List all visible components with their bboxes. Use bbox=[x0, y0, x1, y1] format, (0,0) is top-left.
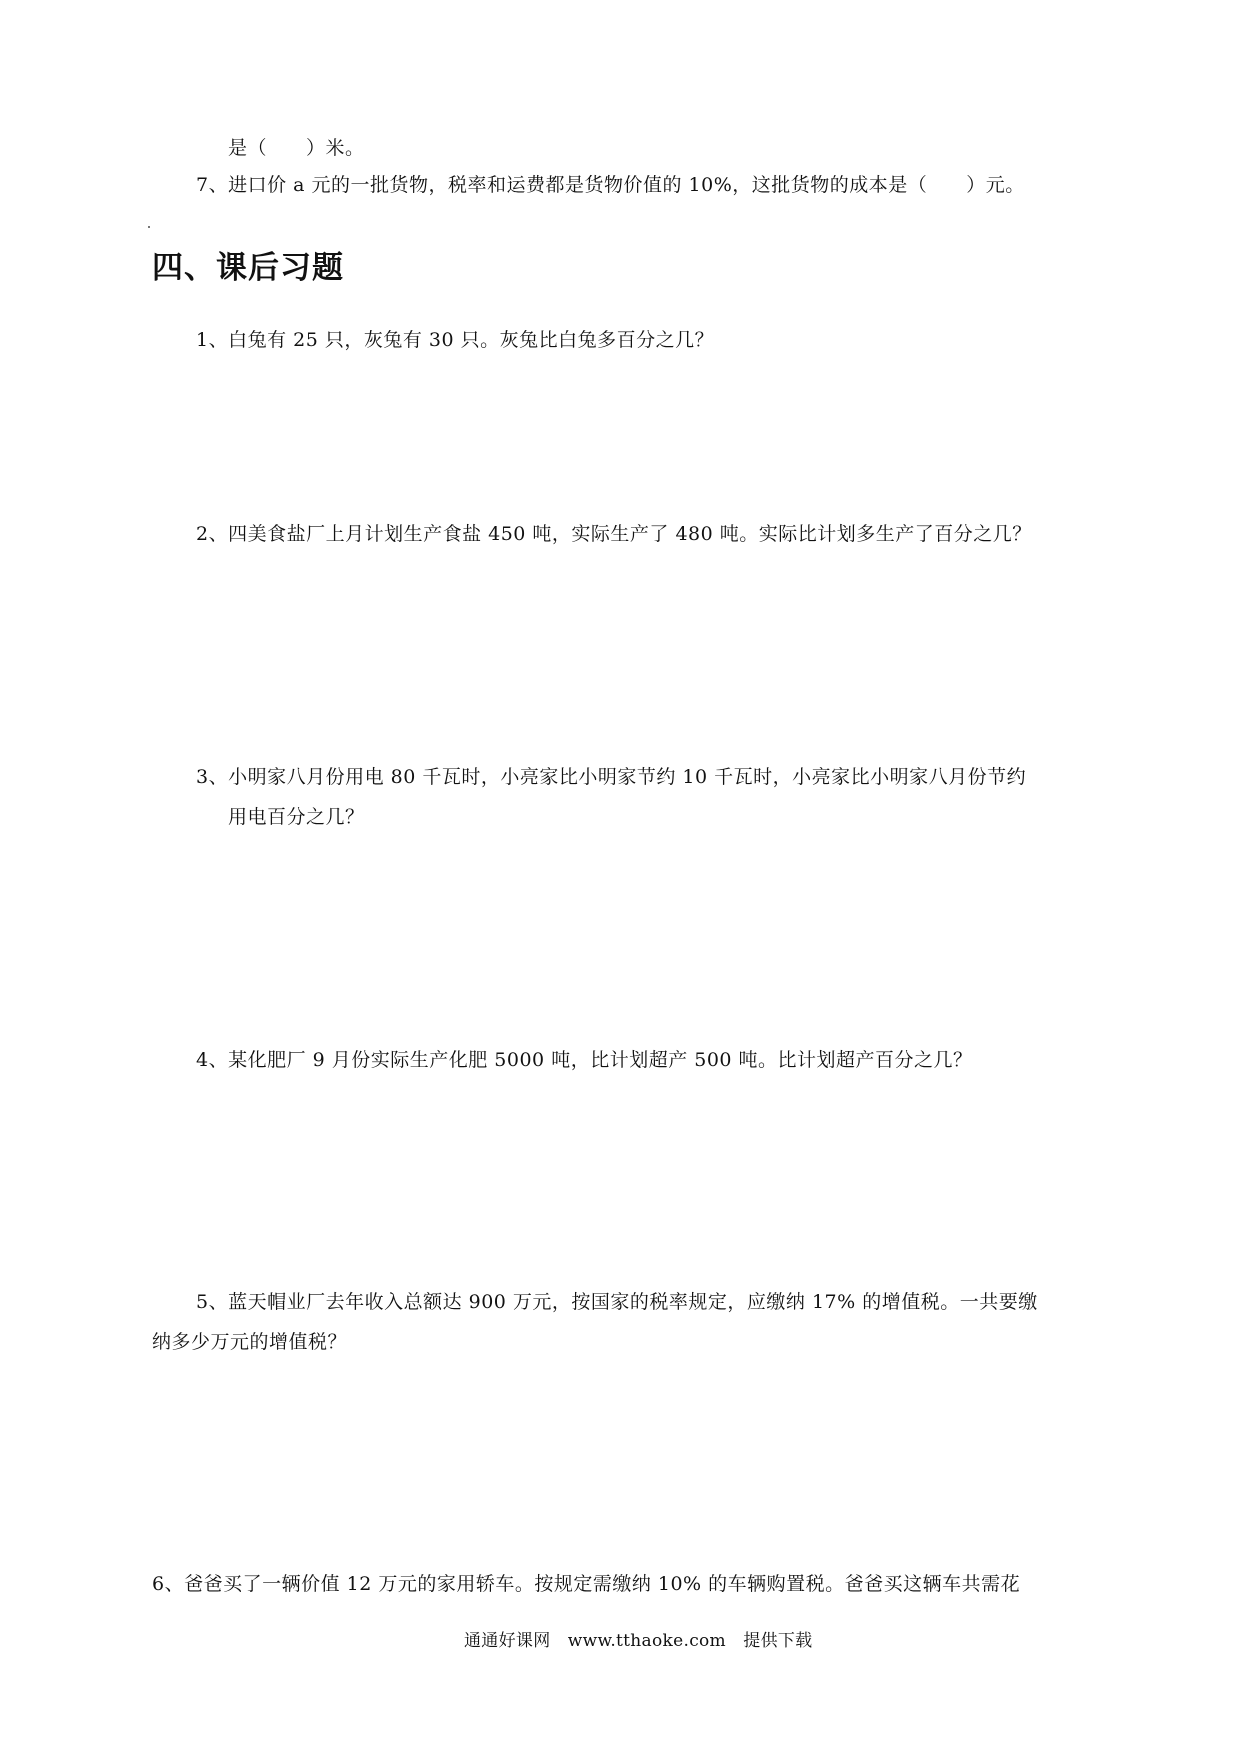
page-footer: 通通好课网 www.tthaoke.com 提供下载 bbox=[464, 1631, 813, 1651]
scan-speck bbox=[148, 226, 150, 228]
question-3-line-1: 3、小明家八月份用电 80 千瓦时，小亮家比小明家节约 10 千瓦时，小亮家比小明家八月份节约 bbox=[196, 766, 1027, 788]
question-6-line-1: 6、爸爸买了一辆价值 12 万元的家用轿车。按规定需缴纳 10% 的车辆购置税。爸爸买这辆车共需花 bbox=[152, 1573, 1021, 1595]
question-3-line-2: 用电百分之几？ bbox=[228, 806, 365, 828]
question-4: 4、某化肥厂 9 月份实际生产化肥 5000 吨，比计划超产 500 吨。比计划超产百分之几？ bbox=[196, 1049, 973, 1071]
item6-tail: 是（ ）米。 bbox=[228, 137, 365, 159]
section-heading: 四、课后习题 bbox=[152, 250, 344, 286]
question-5-line-2: 纳多少万元的增值税？ bbox=[152, 1331, 348, 1353]
question-2: 2、四美食盐厂上月计划生产食盐 450 吨，实际生产了 480 吨。实际比计划多生产了百分之几？ bbox=[196, 523, 1032, 545]
question-5-line-1: 5、蓝天帽业厂去年收入总额达 900 万元，按国家的税率规定，应缴纳 17% 的增值税。一共要缴 bbox=[196, 1291, 1038, 1313]
item7: 7、进口价 a 元的一批货物，税率和运费都是货物价值的 10%，这批货物的成本是（ ）元。 bbox=[196, 174, 1025, 196]
question-1: 1、白兔有 25 只，灰兔有 30 只。灰兔比白兔多百分之几？ bbox=[196, 329, 715, 351]
